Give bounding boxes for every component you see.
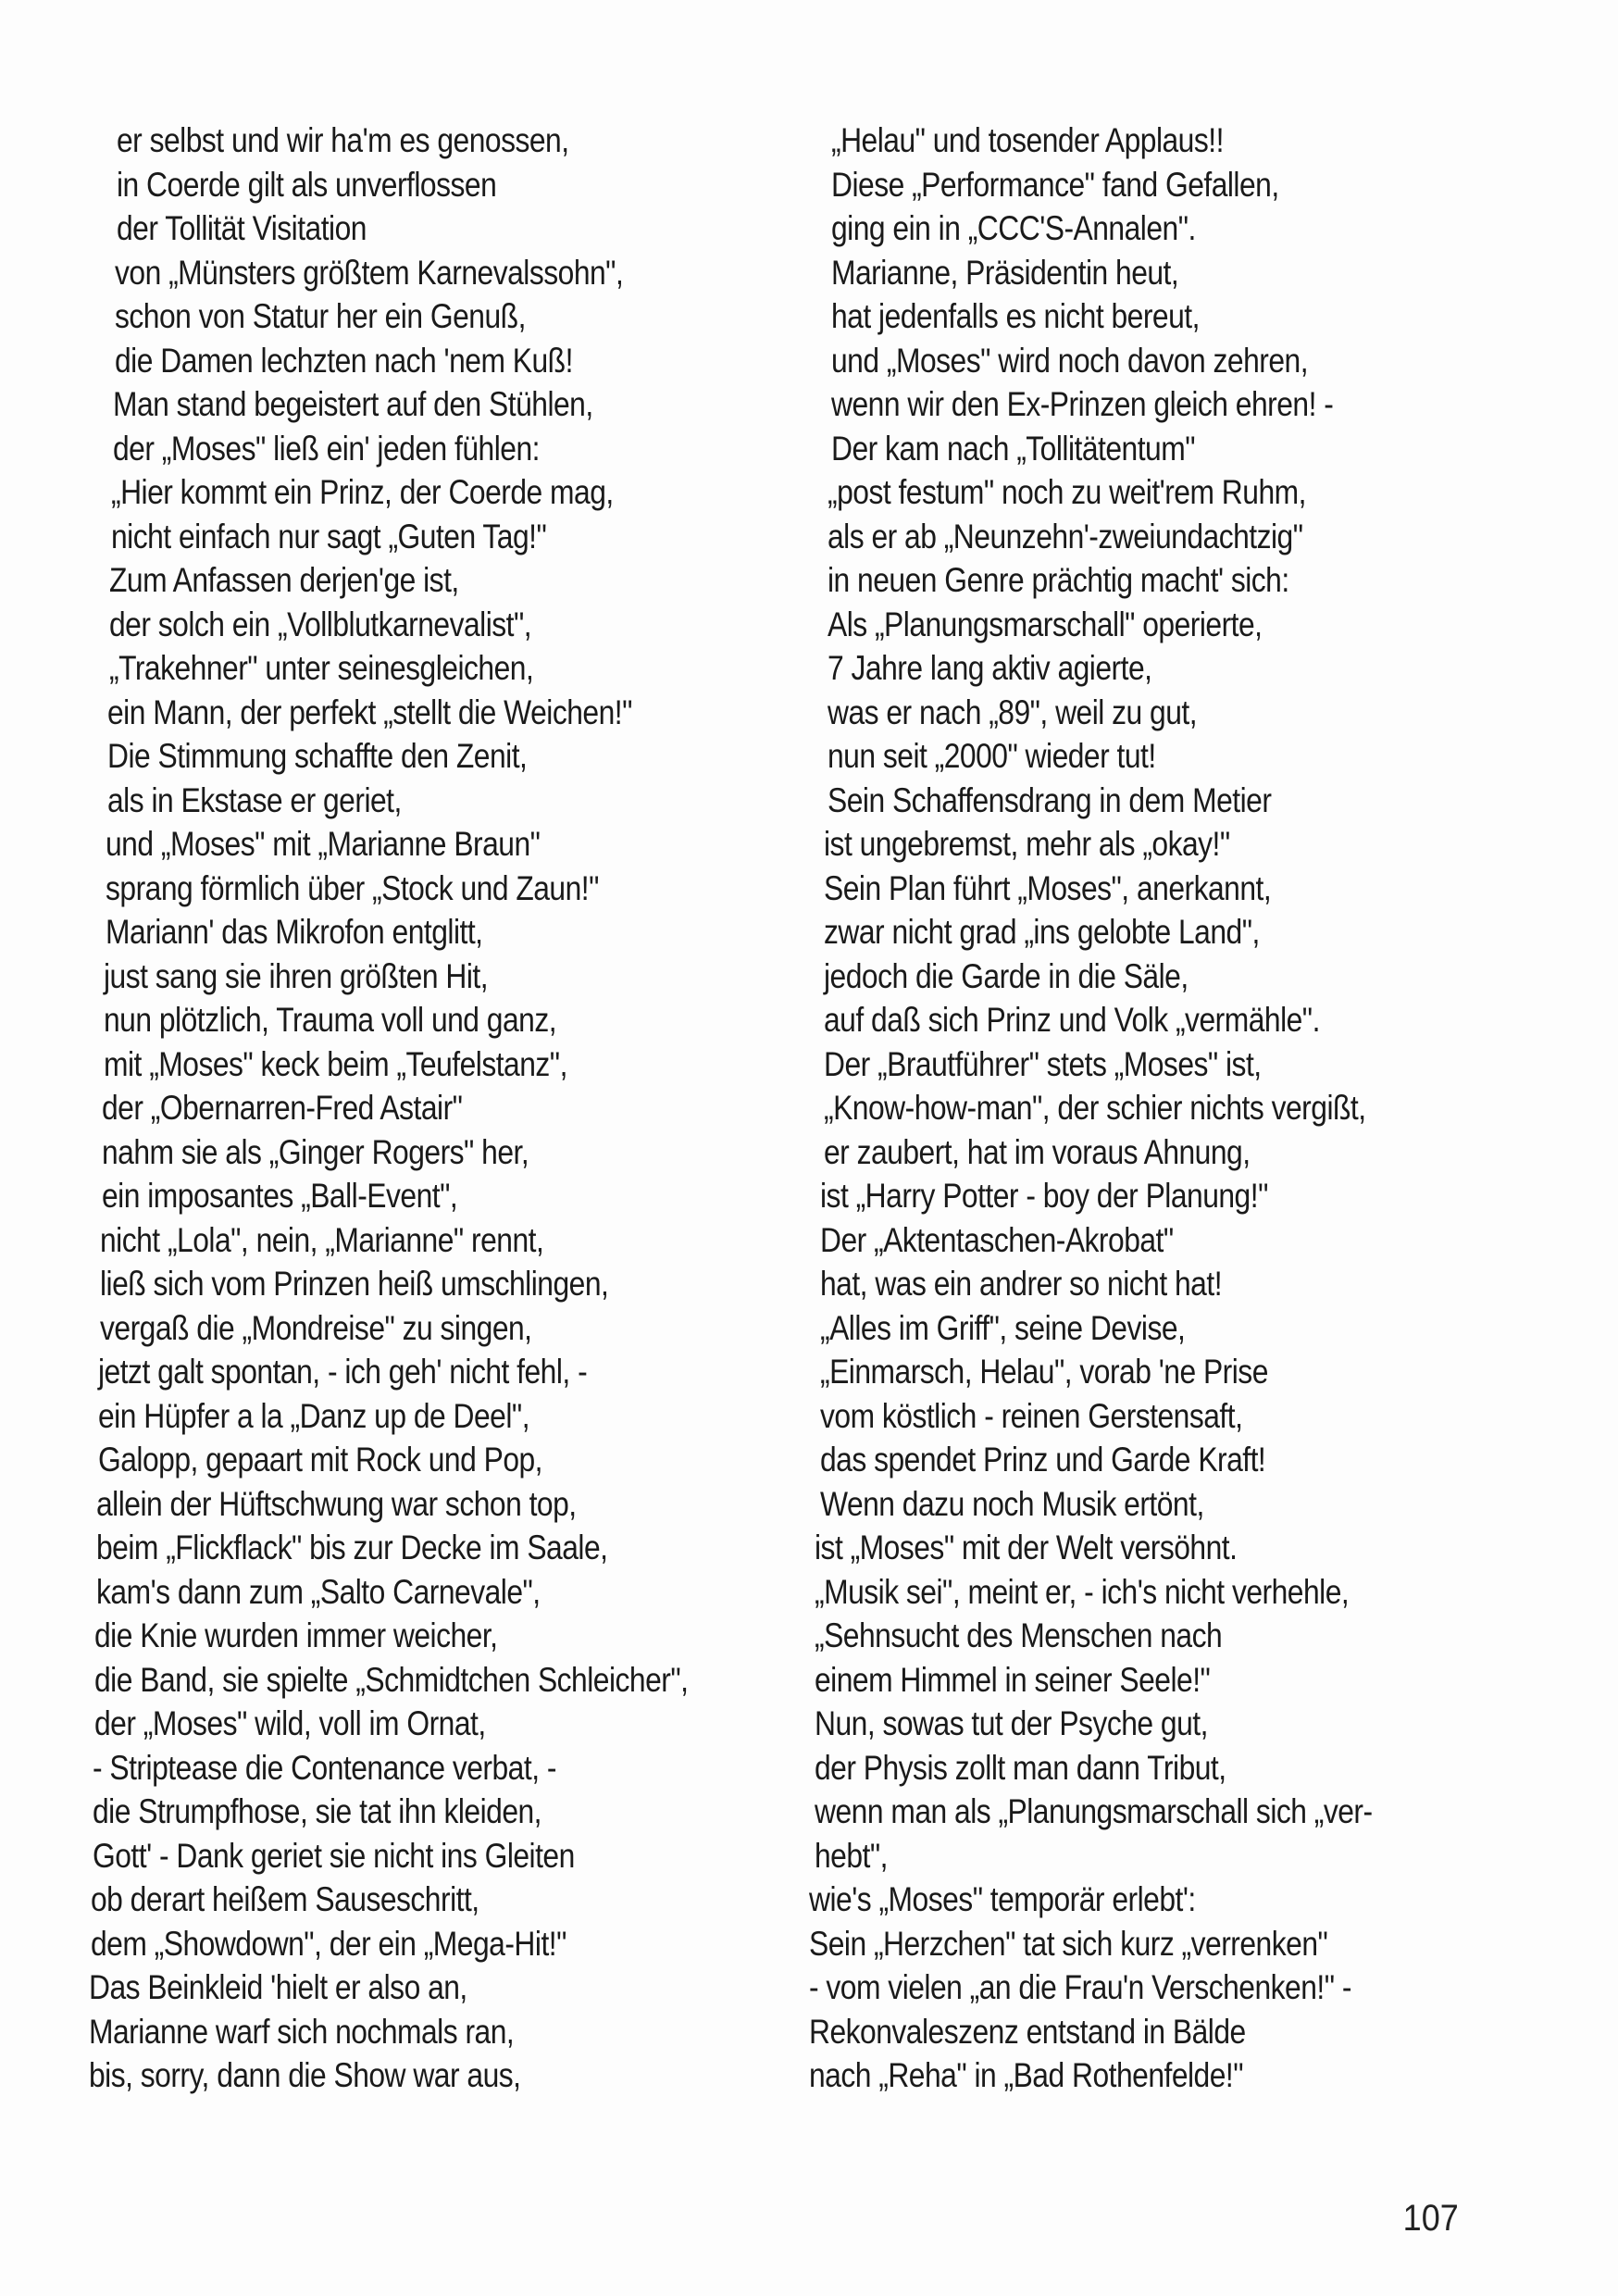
poem-line: - vom vielen „an die Frau'n Verschenken!" - xyxy=(809,1968,1351,2006)
poem-line: Wenn dazu noch Musik ertönt, xyxy=(820,1484,1204,1523)
poem-line: was er nach „89", weil zu gut, xyxy=(828,693,1198,731)
poem-line: vergaß die „Mondreise" zu singen, xyxy=(100,1308,532,1347)
poem-line: die Strumpfhose, sie tat ihn kleiden, xyxy=(93,1792,542,1830)
poem-line: ließ sich vom Prinzen heiß umschlingen, xyxy=(100,1265,609,1303)
poem-line: mit „Moses" keck beim „Teufelstanz", xyxy=(104,1044,567,1083)
poem-line: „Know-how-man", der schier nichts vergißt, xyxy=(824,1089,1366,1127)
poem-line: und „Moses" wird noch davon zehren, xyxy=(831,341,1309,380)
poem-line: Der kam nach „Tollitätentum" xyxy=(831,429,1195,468)
poem-line: nach „Reha" in „Bad Rothenfelde!" xyxy=(809,2056,1244,2094)
poem-line: Marianne, Präsidentin heut, xyxy=(831,253,1179,292)
page-number: 107 xyxy=(1402,2198,1459,2239)
poem-line: und „Moses" mit „Marianne Braun" xyxy=(106,825,541,863)
poem-line: einem Himmel in seiner Seele!" xyxy=(815,1660,1211,1699)
poem-line: ein Mann, der perfekt „stellt die Weichen!" xyxy=(107,693,632,731)
poem-line: als er ab „Neunzehn'-zweiundachtzig" xyxy=(828,517,1303,555)
poem-line: Marianne warf sich nochmals ran, xyxy=(89,2012,515,2051)
poem-line: Zum Anfassen derjen'ge ist, xyxy=(109,561,459,599)
poem-line: wie's „Moses" temporär erlebt': xyxy=(809,1880,1196,1918)
poem-line: „Hier kommt ein Prinz, der Coerde mag, xyxy=(111,473,614,511)
poem-line: er selbst und wir ha'm es genossen, xyxy=(117,121,569,159)
poem-line: kam's dann zum „Salto Carnevale", xyxy=(96,1572,541,1611)
poem-line: der „Moses" wild, voll im Ornat, xyxy=(94,1704,486,1742)
poem-line: „Sehnsucht des Menschen nach xyxy=(815,1616,1223,1654)
poem-line: ein imposantes „Ball-Event", xyxy=(102,1177,458,1215)
poem-line: sprang förmlich über „Stock und Zaun!" xyxy=(106,868,599,907)
poem-line: der solch ein „Vollblutkarnevalist", xyxy=(109,605,532,643)
poem-line: „Trakehner" unter seinesgleichen, xyxy=(109,649,534,687)
poem-line: ein Hüpfer a la „Danz up de Deel", xyxy=(98,1396,530,1435)
poem-line: ob derart heißem Sauseschritt, xyxy=(91,1880,479,1918)
poem-line: der „Obernarren-Fred Astair" xyxy=(102,1089,463,1127)
poem-line: wenn man als „Planungsmarschall sich „ver- xyxy=(815,1792,1373,1830)
poem-line: jetzt galt spontan, - ich geh' nicht fehl, - xyxy=(98,1353,588,1391)
poem-line: hat, was ein andrer so nicht hat! xyxy=(820,1265,1223,1303)
poem-line: der Tollität Visitation xyxy=(117,209,367,247)
poem-line: Der „Brautführer" stets „Moses" ist, xyxy=(824,1044,1262,1083)
poem-line: ist ungebremst, mehr als „okay!" xyxy=(824,825,1230,863)
poem-line: „Alles im Griff", seine Devise, xyxy=(820,1308,1186,1347)
poem-line: wenn wir den Ex-Prinzen gleich ehren! - xyxy=(831,385,1334,423)
poem-line: schon von Statur her ein Genuß, xyxy=(115,297,526,335)
left-text-column xyxy=(89,119,792,2098)
poem-line: Sein Schaffensdrang in dem Metier xyxy=(828,780,1272,819)
poem-line: - Striptease die Contenance verbat, - xyxy=(93,1748,556,1787)
poem-line: Gott' - Dank geriet sie nicht ins Gleiten xyxy=(93,1836,575,1875)
poem-line: ging ein in „CCC'S-Annalen". xyxy=(831,209,1196,247)
poem-line: ist „Harry Potter - boy der Planung!" xyxy=(820,1177,1268,1215)
poem-line: dem „Showdown", der ein „Mega-Hit!" xyxy=(91,1924,566,1963)
poem-line: nahm sie als „Ginger Rogers" her, xyxy=(102,1132,529,1171)
poem-line: zwar nicht grad „ins gelobte Land", xyxy=(824,913,1260,951)
poem-line: 7 Jahre lang aktiv agierte, xyxy=(828,649,1152,687)
poem-line: bis, sorry, dann die Show war aus, xyxy=(89,2056,521,2094)
poem-line: „Musik sei", meint er, - ich's nicht verhehle, xyxy=(815,1572,1350,1611)
poem-line: Rekonvaleszenz entstand in Bälde xyxy=(809,2012,1246,2051)
poem-line: Das Beinkleid 'hielt er also an, xyxy=(89,1968,467,2006)
poem-line: „Helau" und tosender Applaus!! xyxy=(831,121,1224,159)
poem-line: auf daß sich Prinz und Volk „vermähle". xyxy=(824,1001,1320,1039)
poem-line: just sang sie ihren größten Hit, xyxy=(104,956,489,995)
poem-line: jedoch die Garde in die Säle, xyxy=(824,956,1189,995)
poem-line: hat jedenfalls es nicht bereut, xyxy=(831,297,1200,335)
poem-line: nun plötzlich, Trauma voll und ganz, xyxy=(104,1001,557,1039)
poem-line: der Physis zollt man dann Tribut, xyxy=(815,1748,1226,1787)
poem-line: in neuen Genre prächtig macht' sich: xyxy=(828,561,1289,599)
poem-line: nicht „Lola", nein, „Marianne" rennt, xyxy=(100,1220,544,1259)
right-text-column xyxy=(802,119,1487,2098)
poem-line: Mariann' das Mikrofon entglitt, xyxy=(106,913,483,951)
poem-line: allein der Hüftschwung war schon top, xyxy=(96,1484,577,1523)
poem-line: hebt", xyxy=(815,1836,888,1875)
poem-line: beim „Flickflack" bis zur Decke im Saale, xyxy=(96,1529,608,1566)
poem-line: er zaubert, hat im voraus Ahnung, xyxy=(824,1132,1251,1171)
poem-line: die Band, sie spielte „Schmidtchen Schleicher", xyxy=(94,1660,689,1699)
poem-line: Nun, sowas tut der Psyche gut, xyxy=(815,1704,1208,1742)
poem-line: Sein Plan führt „Moses", anerkannt, xyxy=(824,868,1272,907)
poem-line: nun seit „2000" wieder tut! xyxy=(828,737,1156,775)
poem-line: Als „Planungsmarschall" operierte, xyxy=(828,605,1263,643)
poem-line: die Knie wurden immer weicher, xyxy=(94,1616,498,1654)
poem-line: Sein „Herzchen" tat sich kurz „verrenken" xyxy=(809,1924,1328,1963)
poem-line: ist „Moses" mit der Welt versöhnt. xyxy=(815,1529,1238,1566)
poem-line: der „Moses" ließ ein' jeden fühlen: xyxy=(113,429,540,468)
poem-line: von „Münsters größtem Karnevalssohn", xyxy=(115,253,624,292)
poem-line: in Coerde gilt als unverflossen xyxy=(117,165,497,204)
poem-line: das spendet Prinz und Garde Kraft! xyxy=(820,1441,1266,1479)
poem-line: vom köstlich - reinen Gerstensaft, xyxy=(820,1396,1243,1435)
poem-line: die Damen lechzten nach 'nem Kuß! xyxy=(115,341,573,380)
poem-line: „Einmarsch, Helau", vorab 'ne Prise xyxy=(820,1353,1268,1391)
poem-line: Galopp, gepaart mit Rock und Pop, xyxy=(98,1441,543,1479)
poem-line: nicht einfach nur sagt „Guten Tag!" xyxy=(111,517,547,555)
poem-line: als in Ekstase er geriet, xyxy=(107,780,402,819)
poem-line: Der „Aktentaschen-Akrobat" xyxy=(820,1220,1174,1259)
poem-line: Die Stimmung schaffte den Zenit, xyxy=(107,737,528,775)
poem-line: Man stand begeistert auf den Stühlen, xyxy=(113,385,593,423)
poem-line: „post festum" noch zu weit'rem Ruhm, xyxy=(828,473,1306,511)
poem-line: Diese „Performance" fand Gefallen, xyxy=(831,165,1279,204)
